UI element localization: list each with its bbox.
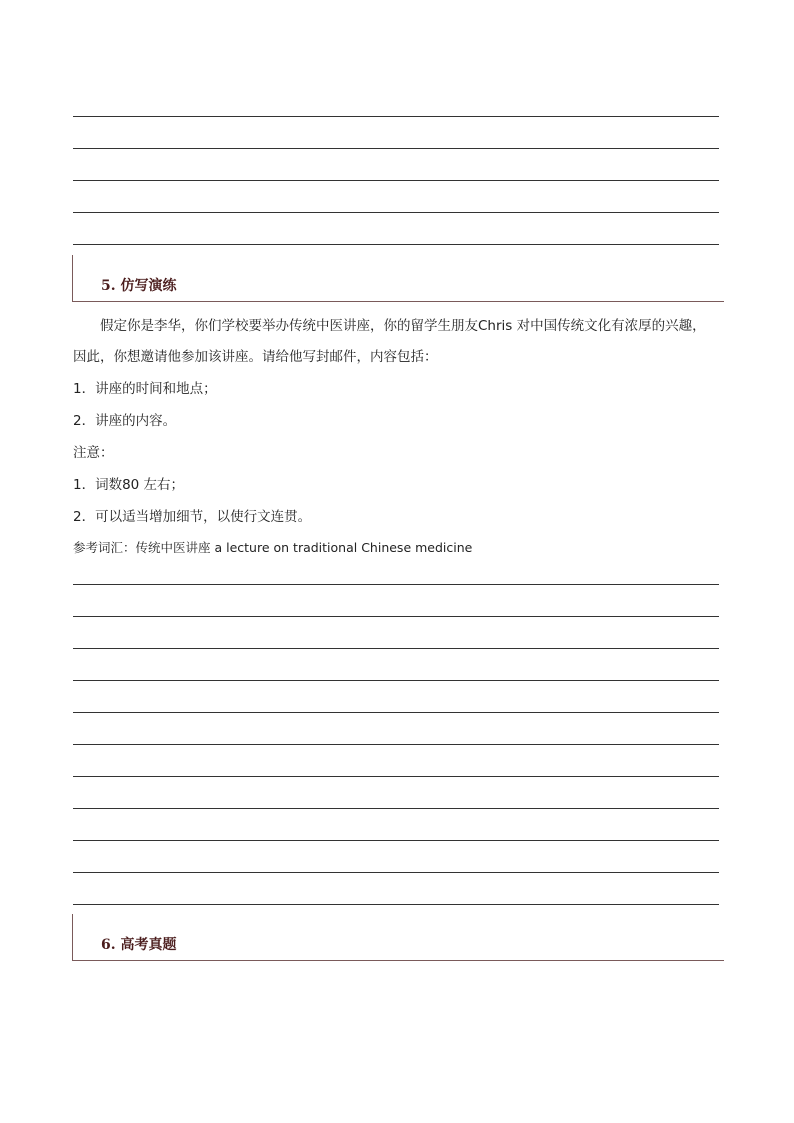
answer-line (73, 148, 719, 149)
note-item-1: 1．词数80 左右； (73, 477, 185, 493)
prompt-line-2: 因此，你想邀请他参加该讲座。请给他写封邮件，内容包括： (73, 349, 438, 365)
note-label: 注意： (73, 445, 114, 461)
writing-line (73, 808, 719, 809)
prompt-line-1: 假定你是李华，你们学校要举办传统中医讲座，你的留学生朋友Chris 对中国传统文化有浓厚的兴趣， (100, 318, 706, 334)
answer-line (73, 212, 719, 213)
note-item-2: 2．可以适当增加细节，以使行文连贯。 (73, 509, 312, 525)
answer-line (73, 180, 719, 181)
writing-line (73, 840, 719, 841)
section-6-title: 6. 高考真题 (101, 937, 177, 953)
writing-line (73, 680, 719, 681)
writing-line (73, 872, 719, 873)
answer-line (73, 244, 719, 245)
section-6-heading-box (72, 914, 724, 961)
writing-line (73, 776, 719, 777)
writing-line (73, 584, 719, 585)
reference-vocabulary: 参考词汇：传统中医讲座 a lecture on traditional Chinese medicine (73, 540, 473, 555)
content-item-1: 1．讲座的时间和地点； (73, 381, 217, 397)
writing-line (73, 712, 719, 713)
writing-line (73, 648, 719, 649)
content-item-2: 2．讲座的内容。 (73, 413, 177, 429)
writing-line (73, 744, 719, 745)
section-5-title: 5. 仿写演练 (101, 278, 177, 294)
writing-line (73, 904, 719, 905)
answer-line (73, 116, 719, 117)
section-5-heading-box (72, 255, 724, 302)
writing-line (73, 616, 719, 617)
